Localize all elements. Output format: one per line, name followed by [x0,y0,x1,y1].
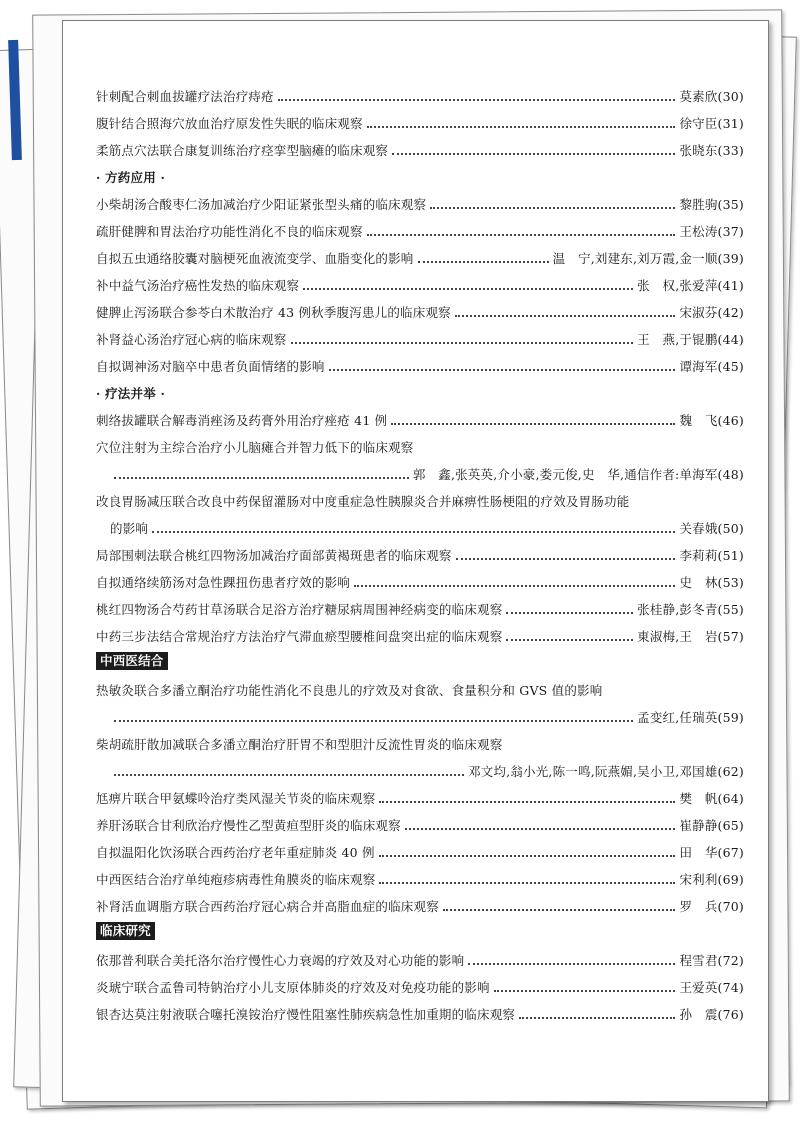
toc-entry-author: 田 华(67) [679,845,744,860]
dot-leader [152,531,675,533]
toc-entry[interactable] [96,807,744,834]
toc-entry[interactable] [96,429,744,456]
toc-entry[interactable] [96,888,744,915]
toc-entry-title: 依那普利联合美托洛尔治疗慢性心力衰竭的疗效及对心功能的影响 [96,953,465,968]
toc-entry-title: 养肝汤联合甘利欣治疗慢性乙型黄疸型肝炎的临床观察 [96,818,401,833]
toc-entry-author: 崔静静(65) [679,818,744,833]
toc-entry-title: 刺络拔罐联合解毒消痤汤及药膏外用治疗痤疮 41 例 [96,413,388,428]
dot-leader [379,855,676,857]
toc-entry-author: 邓文均,翁小光,陈一鸣,阮燕媚,吴小卫,邓国雄(62) [468,764,744,779]
toc-entry[interactable] [96,267,744,294]
section-heading-label: 中西医结合 [96,652,168,670]
toc-entry[interactable] [96,780,744,807]
dot-leader [506,639,633,641]
dot-leader [354,585,675,587]
dot-leader [455,315,676,317]
subsection-heading-liaofa: · 疗法并举 · [96,386,166,401]
table-of-contents [96,78,744,1023]
dot-leader [114,720,633,722]
toc-entry-author: 樊 帆(64) [679,791,744,806]
toc-entry-author: 张 权,张爱萍(41) [637,278,744,293]
toc-entry[interactable] [96,213,744,240]
toc-entry-title-cont: 的影响 [110,521,149,536]
dot-leader [379,882,675,884]
toc-entry[interactable] [96,726,744,753]
dot-leader [519,1017,675,1019]
toc-entry[interactable] [96,78,744,105]
toc-entry-title: 局部围刺法联合桃红四物汤加减治疗面部黄褐斑患者的临床观察 [96,548,452,563]
toc-entry-title: 柴胡疏肝散加减联合多潘立酮治疗肝胃不和型胆汁反流性胃炎的临床观察 [96,737,503,752]
toc-entry-title: 自拟调神汤对脑卒中患者负面情绪的影响 [96,359,325,374]
toc-entry-author-line [96,699,744,726]
section-heading-label: 临床研究 [96,922,155,940]
toc-entry[interactable] [96,996,744,1023]
toc-entry[interactable] [96,942,744,969]
toc-entry[interactable] [96,618,744,645]
toc-entry-author: 王爱英(74) [679,980,744,995]
toc-entry[interactable] [96,105,744,132]
dot-leader [303,288,633,290]
toc-entry-author: 宋利利(69) [679,872,744,887]
dot-leader [278,99,676,101]
dot-leader [114,774,464,776]
toc-entry[interactable] [96,240,744,267]
toc-group-acupuncture [96,78,744,159]
toc-entry-title: 疏肝健脾和胃法治疗功能性消化不良的临床观察 [96,224,363,239]
toc-entry-continuation [96,510,744,537]
toc-group-linchuang [96,942,744,1023]
toc-entry-author: 王 燕,于锟鹏(44) [637,332,744,347]
toc-group-liaofa [96,402,744,429]
toc-entry-title: 尪痹片联合甲氨蝶呤治疗类风湿关节炎的临床观察 [96,791,376,806]
toc-entry[interactable] [96,834,744,861]
toc-entry-author-line [96,456,744,483]
dot-leader [418,261,549,263]
toc-entry[interactable] [96,294,744,321]
toc-group-liaofa-cont [96,537,744,645]
toc-entry-title: 自拟温阳化饮汤联合西药治疗老年重症肺炎 40 例 [96,845,375,860]
toc-entry-author: 徐守臣(31) [679,116,744,131]
dot-leader [494,990,676,992]
dot-leader [329,369,676,371]
dot-leader [430,207,675,209]
toc-entry-title: 腹针结合照海穴放血治疗原发性失眠的临床观察 [96,116,363,131]
dot-leader [443,909,676,911]
toc-entry-title: 炎琥宁联合孟鲁司特钠治疗小儿支原体肺炎的疗效及对免疫功能的影响 [96,980,490,995]
toc-entry-author: 孟变红,任瑞英(59) [637,710,744,725]
toc-entry-title: 热敏灸联合多潘立酮治疗功能性消化不良患儿的疗效及对食欲、食量积分和 GVS 值的影响 [96,683,603,698]
toc-entry[interactable] [96,537,744,564]
section-heading-zhongxi [96,645,744,672]
toc-entry-title: 健脾止泻汤联合参苓白术散治疗 43 例秋季腹泻患儿的临床观察 [96,305,451,320]
subsection-heading-fangyao: · 方药应用 · [96,170,166,185]
dot-leader [392,153,675,155]
toc-entry-author: 张桂静,彭冬青(55) [637,602,744,617]
dot-leader [506,612,633,614]
toc-entry-title: 自拟五虫通络胶囊对脑梗死血液流变学、血脂变化的影响 [96,251,414,266]
toc-entry-author: 温 宁,刘建东,刘万霞,金一顺(39) [552,251,744,266]
dot-leader [291,342,634,344]
toc-entry-author: 宋淑芬(42) [679,305,744,320]
toc-entry[interactable] [96,132,744,159]
toc-entry-title: 补肾益心汤治疗冠心病的临床观察 [96,332,287,347]
toc-entry-title: 穴位注射为主综合治疗小儿脑瘫合并智力低下的临床观察 [96,440,414,455]
dot-leader [468,963,675,965]
toc-entry-author: 黎胜驹(35) [679,197,744,212]
toc-entry-author: 史 林(53) [679,575,744,590]
toc-entry[interactable] [96,564,744,591]
dot-leader [391,423,675,425]
toc-entry-title: 桃红四物汤合芍药甘草汤联合足浴方治疗糖尿病周围神经病变的临床观察 [96,602,503,617]
dot-leader [456,558,676,560]
dot-leader [405,828,676,830]
toc-entry[interactable] [96,672,744,699]
toc-entry-author: 孙 震(76) [679,1007,744,1022]
toc-entry-author: 郭 鑫,张英英,介小豪,娄元俊,史 华,通信作者:单海军(48) [412,467,744,482]
toc-entry-author: 谭海军(45) [679,359,744,374]
dot-leader [379,801,675,803]
dot-leader [367,126,676,128]
dot-leader [367,234,676,236]
toc-entry[interactable] [96,321,744,348]
toc-entry-title: 针刺配合刺血拔罐疗法治疗痔疮 [96,89,274,104]
toc-entry[interactable] [96,402,744,429]
toc-entry[interactable] [96,483,744,510]
toc-entry-author: 张晓东(33) [679,143,744,158]
toc-entry[interactable] [96,969,744,996]
toc-entry[interactable] [96,348,744,375]
toc-entry-title: 银杏达莫注射液联合噻托溴铵治疗慢性阻塞性肺疾病急性加重期的临床观察 [96,1007,516,1022]
toc-entry-title: 自拟通络续筋汤对急性踝扭伤患者疗效的影响 [96,575,351,590]
toc-entry-author: 莫素欣(30) [679,89,744,104]
toc-entry-title: 小柴胡汤合酸枣仁汤加减治疗少阳证紧张型头痛的临床观察 [96,197,427,212]
toc-group-zhongxi [96,780,744,915]
toc-entry-author: 关春娥(50) [679,521,744,536]
toc-entry-author-line [96,753,744,780]
toc-entry-title: 补肾活血调脂方联合西药治疗冠心病合并高脂血症的临床观察 [96,899,439,914]
toc-entry-author: 李莉莉(51) [679,548,744,563]
toc-entry-author: 罗 兵(70) [679,899,744,914]
toc-entry-title: 补中益气汤治疗癌性发热的临床观察 [96,278,300,293]
toc-entry[interactable] [96,591,744,618]
toc-entry-author: 魏 飞(46) [679,413,744,428]
section-heading-linchuang [96,915,744,942]
toc-entry-title: 中药三步法结合常规治疗方法治疗气滞血瘀型腰椎间盘突出症的临床观察 [96,629,503,644]
toc-entry-title: 中西医结合治疗单纯疱疹病毒性角膜炎的临床观察 [96,872,376,887]
toc-entry-title: 改良胃肠减压联合改良中药保留灌肠对中度重症急性胰腺炎合并麻痹性肠梗阻的疗效及胃肠功能 [96,494,630,509]
toc-entry-author: 東淑梅,王 岩(57) [637,629,744,644]
toc-entry[interactable] [96,861,744,888]
dot-leader [114,477,409,479]
toc-entry-author: 王松涛(37) [679,224,744,239]
toc-entry-title: 柔筋点穴法联合康复训练治疗痉挛型脑瘫的临床观察 [96,143,389,158]
toc-group-fangyao [96,186,744,375]
toc-entry[interactable] [96,186,744,213]
toc-entry-author: 程雪君(72) [679,953,744,968]
